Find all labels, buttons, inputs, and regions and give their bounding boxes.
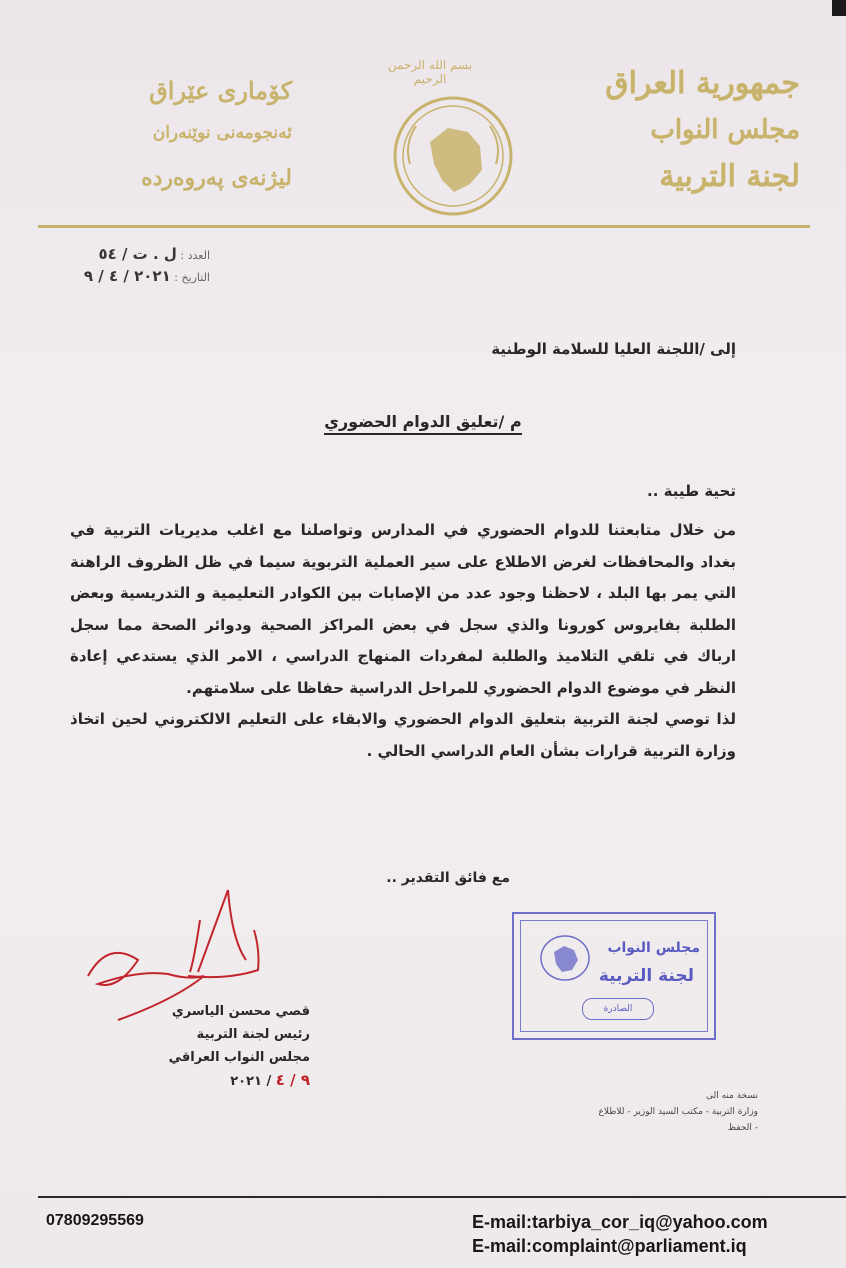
letterhead-kurdish-parliament: ئەنجومەنی نوێنەران <box>152 123 292 143</box>
body-paragraph: من خلال متابعتنا للدوام الحضوري في المدارس وتواصلنا مع اغلب مديريات التربية في بغداد والمحافظات لغرض الاطلاع على سير العملية التربوية سيما في ظل الظروف الراهنة التي يمر بها البلد ، لاحظنا وجود عدد من الإصابات بين الكوادر التعليمية و التدريسية وبعض الطلبة بفايروس كورونا والذي سجل في بعض المراكز الصحية ودوائر الصحة مما سجل ارباك في تلقي التلاميذ والطلبة لمفردات المنهاج الدراسي ، الامر الذي يستدعي إعادة النظر في موضوع الدوام الحضوري للمراحل الدراسية حفاظا على سلامتهم. <box>70 521 736 697</box>
stamp-line-committee: لجنة التربية <box>598 966 694 986</box>
copy-to-heading: نسخة منه الى <box>706 1091 758 1101</box>
copy-to-block <box>548 1088 758 1136</box>
subject-line <box>0 412 846 431</box>
signer-title: رئيس لجنة التربية <box>196 1027 310 1042</box>
letterhead-kurdish-committee: لیژنەی پەروەردە <box>141 165 292 191</box>
parliament-seal-icon <box>390 84 516 220</box>
reference-date-label: التاريخ <box>181 271 210 284</box>
signature-date-handwritten: ٩ / ٤ <box>275 1071 310 1089</box>
letterhead-committee: لجنة التربية <box>659 159 800 194</box>
signature-date-year: / ٢٠٢١ <box>230 1074 272 1089</box>
basmala: بسم الله الرحمن الرحيم <box>387 58 473 86</box>
copy-to-line: - الحفظ <box>727 1123 758 1133</box>
subject-text: م /تعليق الدوام الحضوري <box>324 412 521 435</box>
letterhead-country: جمهورية العراق <box>605 66 800 101</box>
reference-block <box>60 244 210 288</box>
copy-to-line: وزارة التربية - مكتب السيد الوزير - للاطلاع <box>598 1107 758 1117</box>
stamp-emblem-icon <box>536 932 594 984</box>
scan-edge <box>832 0 846 16</box>
letterhead-arabic <box>580 66 800 194</box>
footer-email-committee: E-mail:tarbiya_cor_iq@yahoo.com <box>472 1212 768 1232</box>
body-paragraph: لذا توصي لجنة التربية بتعليق الدوام الحضوري والابقاء على التعليم الالكتروني لحين اتخاذ وزارة التربية قرارات بشأن العام الدراسي الحالي . <box>70 710 736 760</box>
signer-organization: مجلس النواب العراقي <box>168 1050 310 1065</box>
reference-number-value: ل . ت / ٥٤ <box>98 245 177 263</box>
letterhead-kurdish <box>82 76 292 191</box>
letter-body <box>70 515 736 767</box>
signer-name: قصي محسن الياسري <box>171 1004 310 1019</box>
greeting: تحية طيبة .. <box>647 482 736 500</box>
letterhead-kurdish-country: كۆماری عێراق <box>149 76 292 105</box>
reference-number-label: العدد <box>187 249 210 262</box>
letterhead-parliament: مجلس النواب <box>650 115 800 145</box>
footer-phone: 07809295569 <box>46 1212 144 1229</box>
footer-email-complaints: E-mail:complaint@parliament.iq <box>472 1236 747 1256</box>
recipient: إلى /اللجنة العليا للسلامة الوطنية <box>491 340 736 358</box>
committee-stamp <box>512 912 716 1040</box>
signer-block <box>150 1000 310 1093</box>
closing: مع فائق التقدير .. <box>386 870 510 886</box>
letterhead-divider <box>38 225 810 228</box>
reference-number-row: العدد : ل . ت / ٥٤ <box>98 245 210 263</box>
footer-divider <box>38 1196 846 1198</box>
reference-date-value: ٢٠٢١ / ٤ / ٩ <box>83 267 171 285</box>
stamp-line-parliament: مجلس النواب <box>607 940 700 956</box>
signature-date <box>150 1069 310 1093</box>
reference-date-row: التاريخ : ٢٠٢١ / ٤ / ٩ <box>83 267 210 285</box>
stamp-line-outgoing: الصادرة <box>582 998 654 1020</box>
